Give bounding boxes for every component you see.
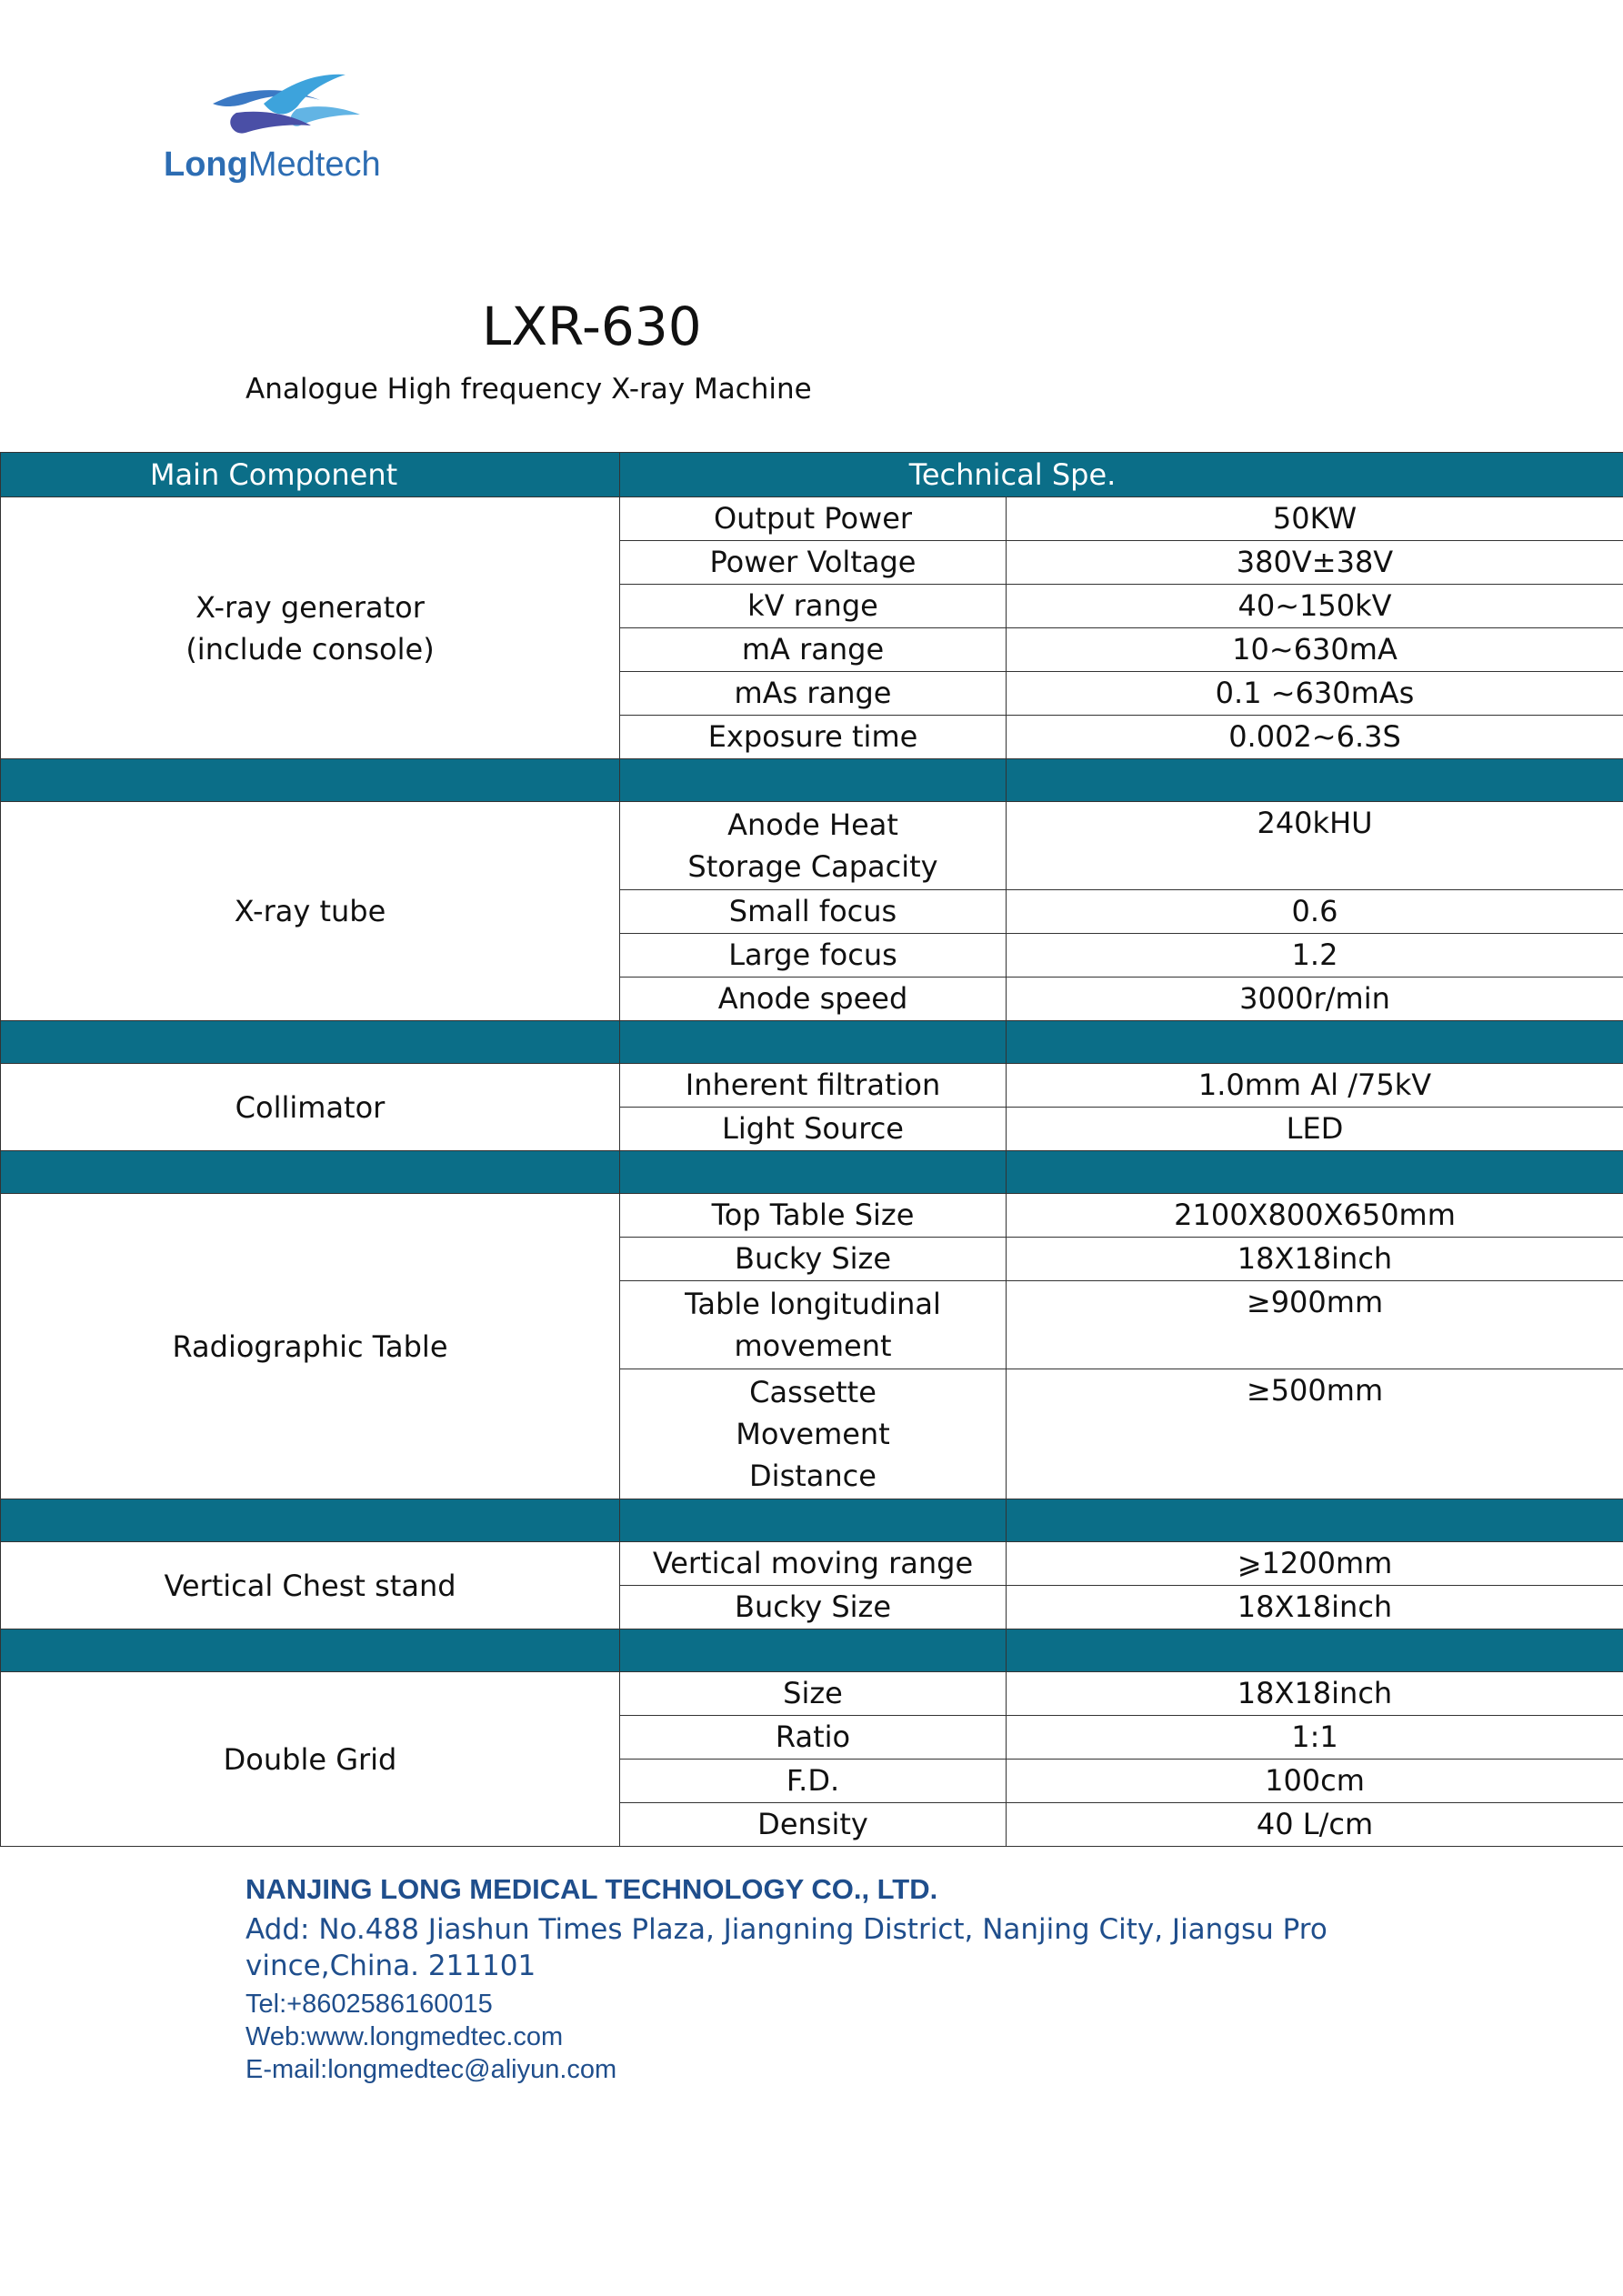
value-cell: LED [1007,1108,1623,1151]
table-row [1,497,1623,541]
value-cell: 1.2 [1007,934,1623,978]
header-main-component: Main Component [1,453,620,497]
table-row [1,1542,1623,1586]
parameter-cell: Anode Heat Storage Capacity [620,802,1007,890]
separator-cell [1,1499,620,1542]
parameter-cell: Table longitudinal movement [620,1281,1007,1369]
product-subtitle: Analogue High frequency X-ray Machine [245,373,812,406]
component-name-line: Double Grid [223,1741,397,1777]
component-name-line: X-ray generator [195,589,425,625]
value-cell: 40~150kV [1007,585,1623,628]
separator-cell [1007,1021,1623,1064]
value-cell: 0.1 ~630mAs [1007,672,1623,716]
parameter-cell: Top Table Size [620,1194,1007,1238]
separator-cell [1007,1629,1623,1672]
value-cell: 380V±38V [1007,541,1623,585]
company-logo [164,73,418,191]
component-name-line: Radiographic Table [172,1328,448,1364]
value-cell: ⩾1200mm [1007,1542,1623,1586]
table-row [1,1672,1623,1716]
parameter-cell: Ratio [620,1716,1007,1760]
parameter-cell: Power Voltage [620,541,1007,585]
parameter-cell: mA range [620,628,1007,672]
spec-table [0,452,1623,1847]
component-name-cell [1,1194,620,1499]
parameter-cell: Large focus [620,934,1007,978]
value-cell: 0.6 [1007,890,1623,934]
section-separator-row [1,759,1623,802]
table-row [1,1194,1623,1238]
component-name-line: (include console) [185,631,435,667]
separator-cell [1,759,620,802]
component-name-cell [1,802,620,1021]
header-technical-spec: Technical Spe. [620,453,1623,497]
separator-cell [1,1021,620,1064]
logo-wordmark: LongMedtech [164,145,381,184]
value-cell: 50KW [1007,497,1623,541]
separator-cell [620,1151,1007,1194]
value-cell: 18X18inch [1007,1238,1623,1281]
value-cell: 100cm [1007,1760,1623,1803]
value-cell: 40 L/cm [1007,1803,1623,1847]
separator-cell [1007,1499,1623,1542]
parameter-cell: Inherent filtration [620,1064,1007,1108]
value-cell: ≥900mm [1007,1281,1623,1369]
company-website: Web:www.longmedtec.com [245,2022,564,2051]
parameter-cell: Bucky Size [620,1586,1007,1629]
separator-cell [1007,759,1623,802]
company-footer [245,1873,1337,2086]
company-name: NANJING LONG MEDICAL TECHNOLOGY CO., LTD. [245,1873,938,1905]
table-row [1,802,1623,890]
value-cell: 18X18inch [1007,1672,1623,1716]
component-name-cell [1,1542,620,1629]
value-cell: 10~630mA [1007,628,1623,672]
parameter-cell: kV range [620,585,1007,628]
parameter-cell: Size [620,1672,1007,1716]
company-address: Add: No.488 Jiashun Times Plaza, Jiangning District, Nanjing City, Jiangsu Province,China. 211101 [245,1913,1327,1982]
parameter-cell: Vertical moving range [620,1542,1007,1586]
separator-cell [620,1021,1007,1064]
parameter-cell: F.D. [620,1760,1007,1803]
company-email: E-mail:longmedtec@aliyun.com [245,2055,617,2084]
separator-cell [620,1499,1007,1542]
component-name-cell [1,1064,620,1151]
section-separator-row [1,1151,1623,1194]
value-cell: 2100X800X650mm [1007,1194,1623,1238]
value-cell: 1:1 [1007,1716,1623,1760]
value-cell: ≥500mm [1007,1369,1623,1499]
parameter-cell: Small focus [620,890,1007,934]
parameter-cell: Bucky Size [620,1238,1007,1281]
table-row [1,1064,1623,1108]
value-cell: 18X18inch [1007,1586,1623,1629]
section-separator-row [1,1021,1623,1064]
product-title: LXR-630 [482,296,702,357]
value-cell: 0.002~6.3S [1007,716,1623,759]
section-separator-row [1,1629,1623,1672]
table-header-row [1,453,1623,497]
parameter-cell: Light Source [620,1108,1007,1151]
component-name-line: Vertical Chest stand [164,1568,456,1603]
parameter-cell: mAs range [620,672,1007,716]
value-cell: 240kHU [1007,802,1623,890]
value-cell: 1.0mm Al /75kV [1007,1064,1623,1108]
separator-cell [1,1629,620,1672]
component-name-cell [1,1672,620,1847]
parameter-cell: Output Power [620,497,1007,541]
separator-cell [620,759,1007,802]
separator-cell [620,1629,1007,1672]
company-tel: Tel:+8602586160015 [245,1990,493,2019]
section-separator-row [1,1499,1623,1542]
component-name-line: X-ray tube [234,894,386,928]
component-name-line: Collimator [235,1089,386,1125]
separator-cell [1007,1151,1623,1194]
parameter-cell: Exposure time [620,716,1007,759]
value-cell: 3000r/min [1007,978,1623,1021]
bird-logo-icon [209,73,364,145]
parameter-cell: Anode speed [620,978,1007,1021]
component-name-cell [1,497,620,759]
parameter-cell: Density [620,1803,1007,1847]
separator-cell [1,1151,620,1194]
parameter-cell: Cassette Movement Distance [620,1369,1007,1499]
